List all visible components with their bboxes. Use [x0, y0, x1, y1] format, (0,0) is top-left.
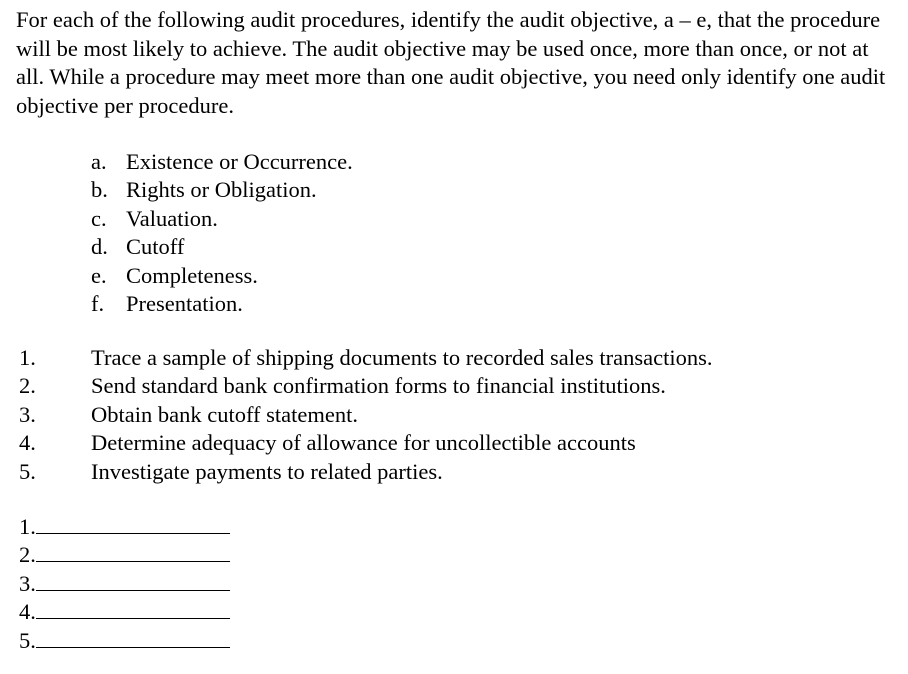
objective-text: Valuation.	[126, 205, 218, 231]
procedure-text: Trace a sample of shipping documents to recorded sales transactions.	[91, 345, 713, 370]
procedure-text: Determine adequacy of allowance for uncollectible accounts	[91, 430, 636, 456]
answer-item	[19, 627, 230, 655]
answer-blank-5[interactable]	[36, 627, 230, 648]
audit-procedures-list	[19, 344, 713, 486]
answer-number: 5.	[19, 627, 36, 653]
objective-item	[91, 148, 353, 176]
objective-item	[91, 233, 353, 261]
answer-number: 4.	[19, 599, 36, 625]
answer-number: 1.	[19, 514, 36, 539]
procedure-text: Send standard bank confirmation forms to financial institutions.	[91, 373, 666, 399]
procedure-text: Investigate payments to related parties.	[91, 458, 443, 484]
objective-letter: a.	[91, 149, 107, 174]
answer-blank-3[interactable]	[36, 570, 230, 591]
objective-letter: c.	[91, 205, 107, 231]
answer-item	[19, 598, 230, 626]
answer-item	[19, 570, 230, 598]
procedure-number: 1.	[19, 345, 36, 370]
objective-item	[91, 290, 353, 318]
objective-letter: d.	[91, 234, 108, 260]
procedure-item	[19, 429, 713, 457]
objective-letter: f.	[91, 290, 105, 316]
procedure-number: 4.	[19, 430, 36, 456]
objective-text: Existence or Occurrence.	[126, 149, 353, 174]
objective-letter: b.	[91, 177, 108, 203]
answer-item	[19, 541, 230, 569]
procedure-number: 2.	[19, 373, 36, 399]
objective-text: Cutoff	[126, 234, 185, 260]
answer-blank-4[interactable]	[36, 598, 230, 619]
objective-item	[91, 205, 353, 233]
answer-number: 2.	[19, 542, 36, 568]
procedure-item	[19, 372, 713, 400]
objective-item	[91, 262, 353, 290]
answer-blank-1[interactable]	[36, 513, 230, 534]
procedure-item	[19, 458, 713, 486]
procedure-number: 3.	[19, 401, 36, 427]
audit-objectives-list	[91, 148, 353, 318]
instructions-text: For each of the following audit procedures, identify the audit objective, a – e, that the procedure will be most likely to achieve. The audit objective may be used once, more than once, or not at all. While a procedure may meet more than one audit objective, you need only identify one audit objective per procedure.	[16, 7, 886, 118]
answer-number: 3.	[19, 570, 36, 596]
answer-item	[19, 513, 230, 541]
objective-text: Presentation.	[126, 290, 243, 316]
procedure-number: 5.	[19, 458, 36, 484]
instructions-paragraph	[16, 6, 896, 120]
objective-item	[91, 176, 353, 204]
objective-letter: e.	[91, 262, 107, 288]
objective-text: Completeness.	[126, 262, 258, 288]
procedure-text: Obtain bank cutoff statement.	[91, 401, 359, 427]
procedure-item	[19, 401, 713, 429]
objective-text: Rights or Obligation.	[126, 177, 317, 203]
procedure-item	[19, 344, 713, 372]
answer-blank-2[interactable]	[36, 541, 230, 562]
answer-blanks-list	[19, 513, 230, 655]
